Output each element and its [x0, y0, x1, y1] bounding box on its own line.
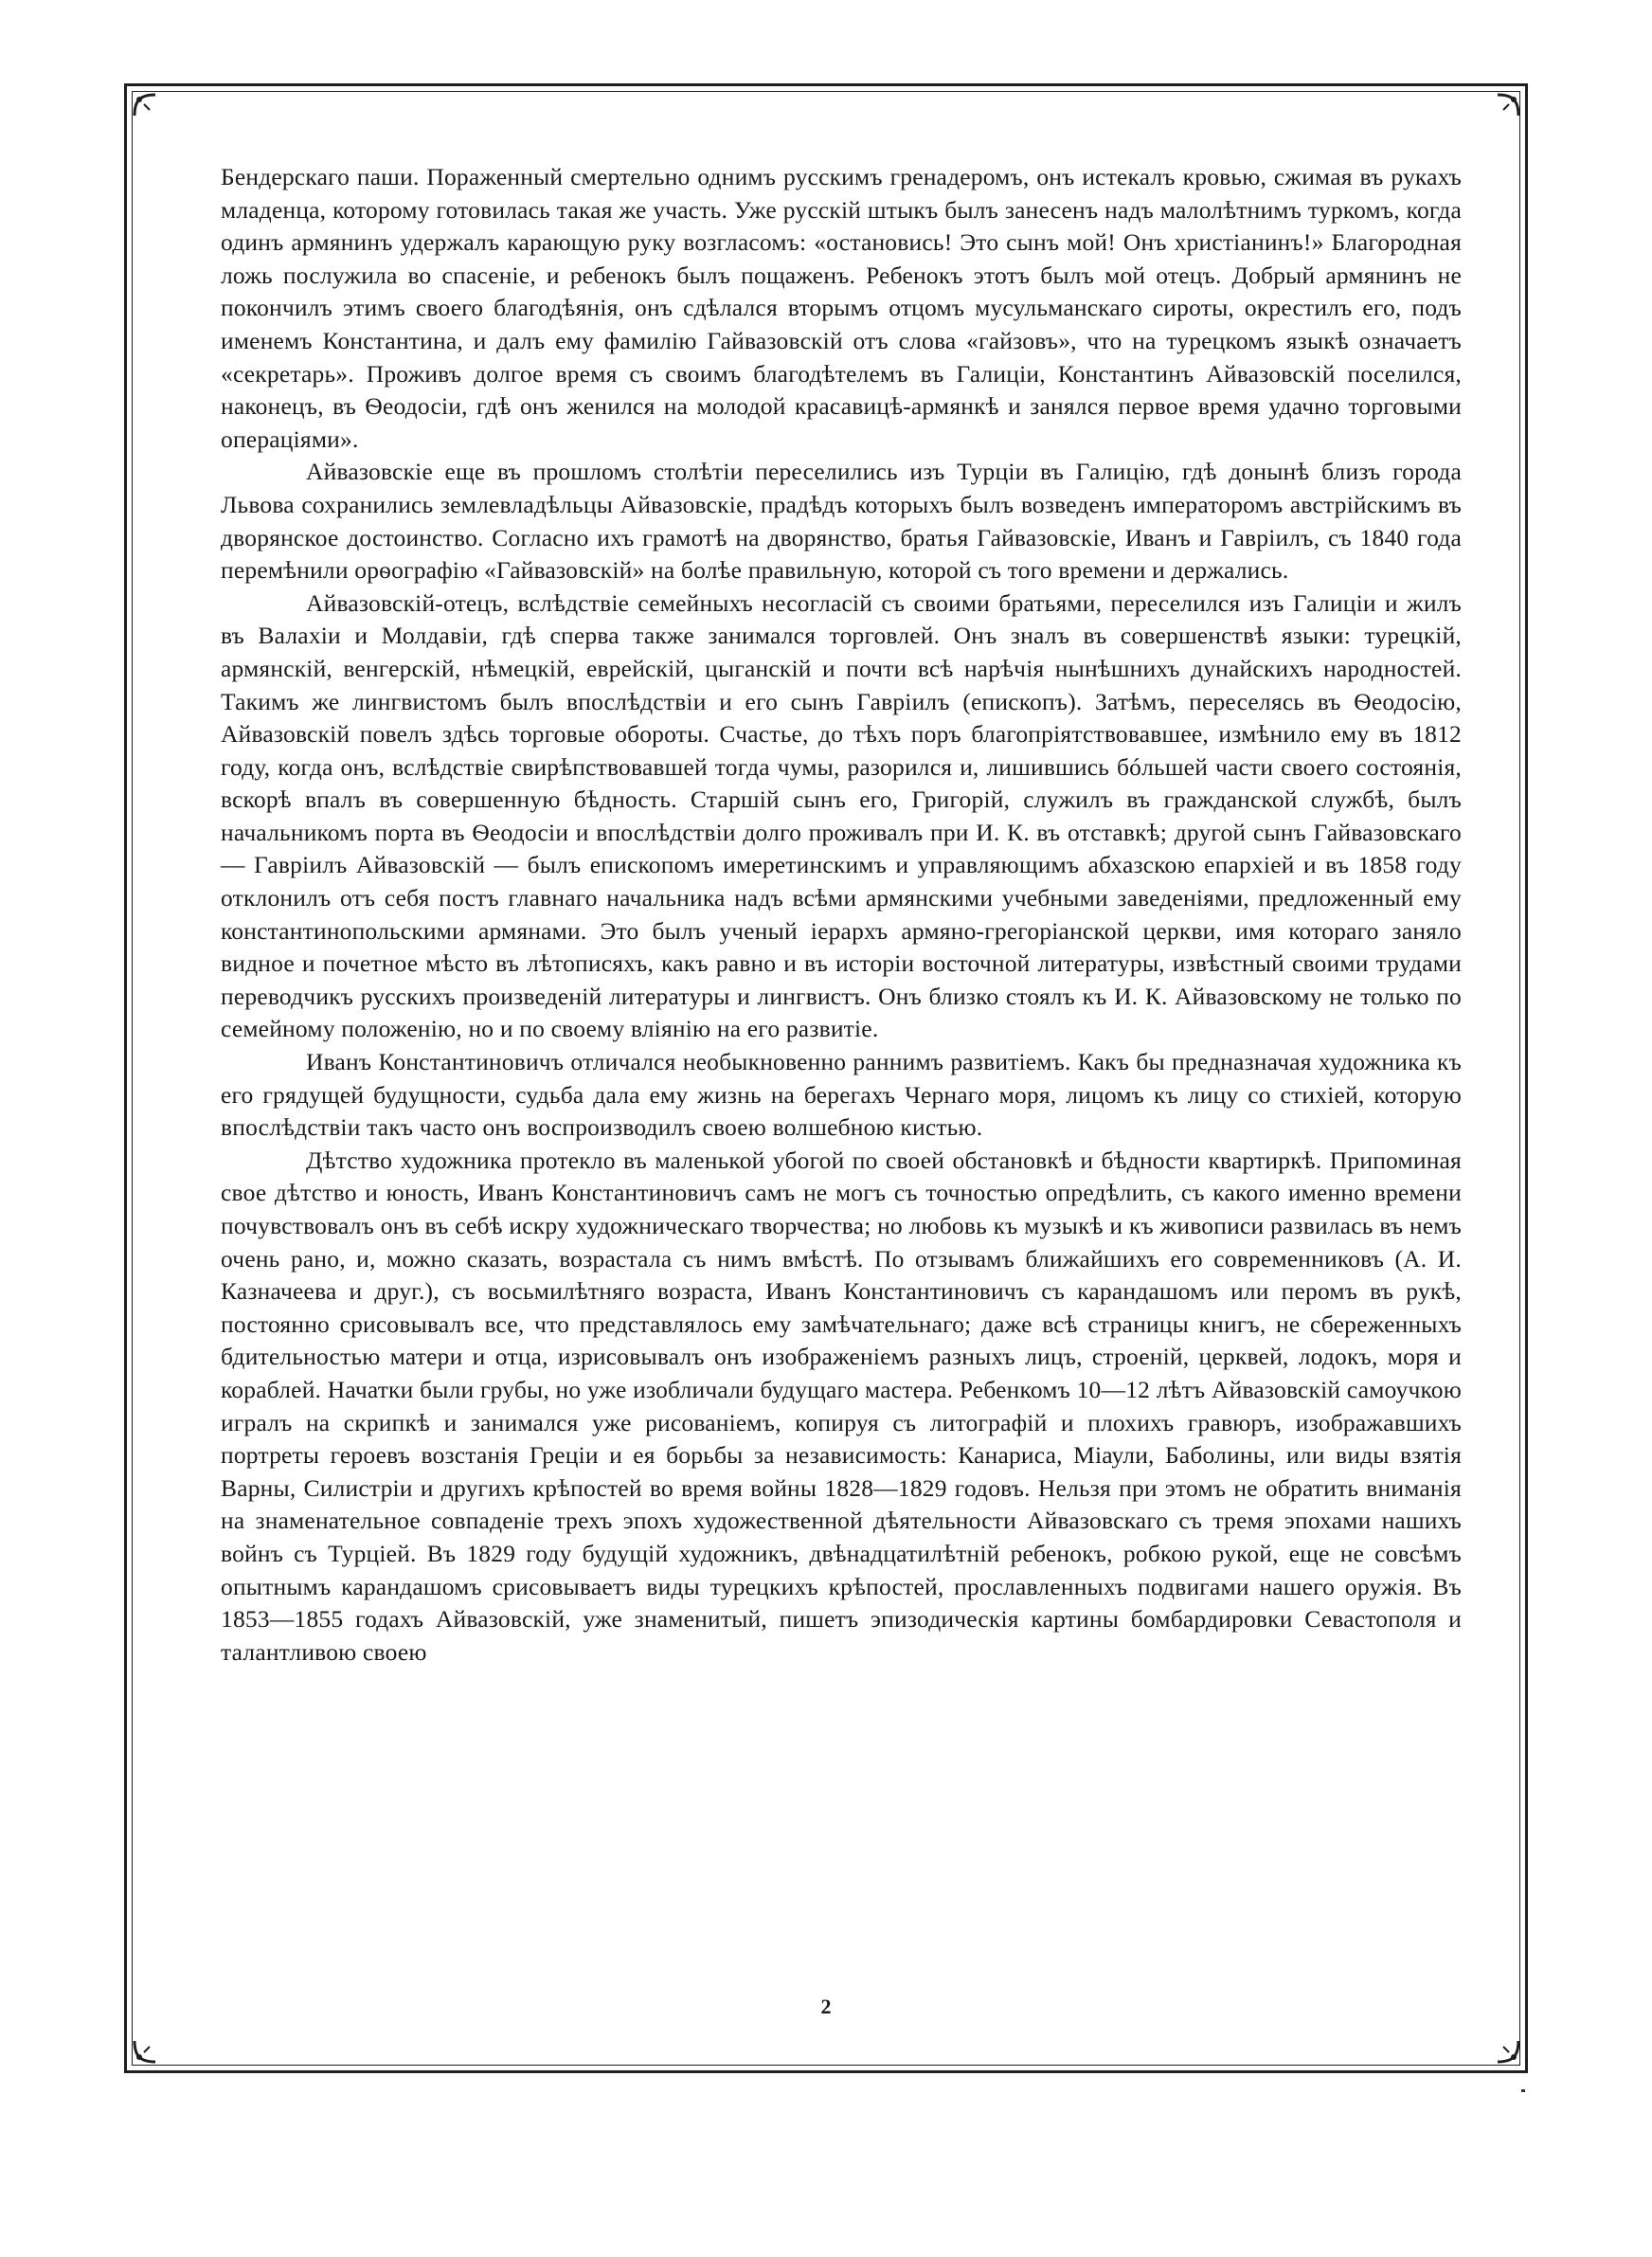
corner-ornament-top-left-icon — [131, 91, 159, 119]
paragraph-4: Иванъ Константиновичъ отличался необыкновенно раннимъ развитіемъ. Какъ бы предназначая художника къ его грядущей будущности, судьба дала ему жизнь на берегахъ Чернаго моря, лицомъ къ лицу со стихіей, которую впослѣдствіи такъ часто онъ воспроизводилъ своею волшебною кистью. — [221, 1048, 1462, 1142]
paragraph-2: Айвазовскіе еще въ прошломъ столѣтіи переселились изъ Турціи въ Галицію, гдѣ донынѣ близъ города Львова сохранились землевладѣльцы Айвазовскіе, прадѣдъ которыхъ былъ возведенъ императоромъ австрійскимъ въ дворянское достоинство. Согласно ихъ грамотѣ на дворянство, братья Гайвазовскіе, Иванъ и Гавріилъ, съ 1840 года перемѣнили орѳографію «Гайвазовскій» на болѣе правильную, которой съ того времени и держались. — [221, 458, 1462, 585]
paragraph-1: Бендерскаго паши. Пораженный смертельно однимъ русскимъ гренадеромъ, онъ истекалъ кровью, сжимая въ рукахъ младенца, которому готовилась такая же участь. Уже русскій штыкъ былъ занесенъ надъ малолѣтнимъ туркомъ, когда одинъ армянинъ удержалъ карающую руку возгласомъ: «остановись! Это сынъ мой! Онъ христіанинъ!» Благородная ложь послужила во спасеніе, и ребенокъ былъ пощаженъ. Ребенокъ этотъ былъ мой отецъ. Добрый армянинъ не покончилъ этимъ своего благодѣянія, онъ сдѣлался вторымъ отцомъ мусульманскаго сироты, окрестилъ его, подъ именемъ Константина, и далъ ему фамилію Гайвазовскій отъ слова «гайзовъ», что на турецкомъ языкѣ означаетъ «секретарь». Проживъ долгое время съ своимъ благодѣтелемъ въ Галиціи, Константинъ Айвазовскій поселился, наконецъ, въ Ѳеодосіи, гдѣ онъ женился на молодой красавицѣ-армянкѣ и занялся первое время удачно торговыми операціями». — [221, 163, 1462, 453]
print-speck — [1521, 2089, 1525, 2092]
paragraph-5: Дѣтство художника протекло въ маленькой убогой по своей обстановкѣ и бѣдности квартиркѣ. Припоминая свое дѣтство и юность, Иванъ Константиновичъ самъ не могъ съ точностью опредѣлить, съ какого именно времени почувствовалъ онъ въ себѣ искру художническаго творчества; но любовь къ музыкѣ и къ живописи развилась въ немъ очень рано, и, можно сказать, возрастала съ нимъ вмѣстѣ. По отзывамъ ближайшихъ его современниковъ (А. И. Казначеева и друг.), съ восьмилѣтняго возраста, Иванъ Константиновичъ съ карандашомъ или перомъ въ рукѣ, постоянно срисовывалъ все, что представлялось ему замѣчательнаго; даже всѣ страницы книгъ, не сбереженныхъ бдительностью матери и отца, изрисовывалъ онъ изображеніемъ разныхъ лицъ, строеній, церквей, лодокъ, моря и кораблей. Начатки были грубы, но уже изобличали будущаго мастера. Ребенкомъ 10—12 лѣтъ Айвазовскій самоучкою игралъ на скрипкѣ и занимался уже рисованіемъ, копируя съ литографій и плохихъ гравюръ, изображавшихъ портреты героевъ возстанія Греціи и ея борьбы за независимость: Канариса, Міаули, Баболины, или виды взятія Варны, Силистріи и другихъ крѣпостей во время войны 1828—1829 годовъ. Нельзя при этомъ не обратить вниманія на знаменательное совпаденіе трехъ эпохъ художественной дѣятельности Айвазовскаго съ тремя эпохами нашихъ войнъ съ Турціей. Въ 1829 году будущій художникъ, двѣнадцатилѣтній ребенокъ, робкою рукой, еще не совсѣмъ опытнымъ карандашомъ срисовываетъ виды турецкихъ крѣпостей, прославленныхъ подвигами нашего оружія. Въ 1853—1855 годахъ Айвазовскій, уже знаменитый, пишетъ эпизодическія картины бомбардировки Севастополя и талантливою своею — [221, 1146, 1462, 1666]
body-text — [221, 161, 1462, 1669]
corner-ornament-bottom-right-icon — [1494, 2037, 1522, 2066]
corner-ornament-bottom-left-icon — [131, 2037, 159, 2066]
paragraph-3: Айвазовскій-отецъ, вслѣдствіе семейныхъ несогласій съ своими братьями, переселился изъ Галиціи и жилъ въ Валахіи и Молдавіи, гдѣ сперва также занимался торговлей. Онъ зналъ въ совершенствѣ языки: турецкій, армянскій, венгерскій, нѣмецкій, еврейскій, цыганскій и почти всѣ нарѣчія нынѣшнихъ дунайскихъ народностей. Такимъ же лингвистомъ былъ впослѣдствіи и его сынъ Гавріилъ (епископъ). Затѣмъ, переселясь въ Ѳеодосію, Айвазовскій повелъ здѣсь торговые обороты. Счастье, до тѣхъ поръ благопріятствовавшее, измѣнило ему въ 1812 году, когда онъ, вслѣдствіе свирѣпствовавшей тогда чумы, разорился и, лишившись бóльшей части своего состоянія, вскорѣ впалъ въ совершенную бѣдность. Старшій сынъ его, Григорій, служилъ въ гражданской службѣ, былъ начальникомъ порта въ Ѳеодосіи и впослѣдствіи долго проживалъ при И. К. въ отставкѣ; другой сынъ Гайвазовскаго — Гавріилъ Айвазовскій — былъ епископомъ имеретинскимъ и управляющимъ абхазскою епархіей и въ 1858 году отклонилъ отъ себя постъ главнаго начальника надъ всѣми армянскими учебными заведеніями, предложенный ему константинопольскими армянами. Это былъ ученый іерархъ армяно-грегоріанской церкви, имя котораго заняло видное и почетное мѣсто въ лѣтописяхъ, какъ равно и въ исторіи восточной литературы, извѣстный своими трудами переводчикъ русскихъ произведеній литературы и лингвистъ. Онъ близко стоялъ къ И. К. Айвазовскому не только по семейному положенію, но и по своему вліянію на его развитіе. — [221, 588, 1462, 1043]
corner-ornament-top-right-icon — [1494, 91, 1522, 119]
page-number: 2 — [820, 1995, 832, 2018]
